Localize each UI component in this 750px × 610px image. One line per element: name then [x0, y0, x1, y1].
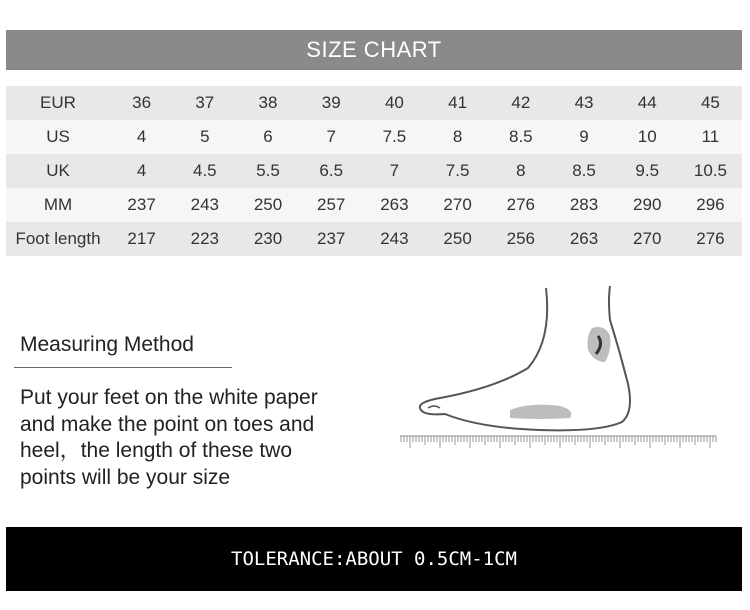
- table-cell: 7.5: [445, 161, 470, 180]
- table-cell: 9: [579, 127, 589, 146]
- table-cell: 290: [633, 195, 662, 214]
- table-cell: 230: [253, 229, 283, 248]
- table-cell: 256: [506, 229, 535, 248]
- table-cell: 276: [506, 195, 535, 214]
- row-label: MM: [43, 195, 73, 214]
- table-cell: 37: [195, 93, 215, 112]
- size-chart-title: SIZE CHART: [6, 30, 742, 70]
- table-cell: 44: [637, 93, 657, 112]
- table-cell: 250: [443, 229, 472, 248]
- row-label: EUR: [40, 93, 76, 112]
- size-table: [6, 86, 742, 256]
- table-cell: 257: [317, 195, 346, 214]
- table-cell: 7: [389, 161, 400, 180]
- table-cell: 43: [574, 93, 594, 112]
- table-cell: 6: [263, 127, 273, 146]
- table-cell: 40: [384, 93, 404, 112]
- table-cell: 5.5: [256, 161, 280, 180]
- table-cell: 270: [443, 195, 472, 214]
- table-cell: 8.5: [572, 161, 596, 180]
- table-cell: 5: [200, 127, 210, 146]
- table-cell: 4: [136, 127, 147, 146]
- table-cell: 237: [127, 195, 156, 214]
- table-cell: 10.5: [693, 161, 727, 180]
- instruction-line: heel，the length of these two: [20, 439, 293, 462]
- table-cell: 10: [637, 127, 657, 146]
- table-cell: 263: [380, 195, 409, 214]
- table-cell: 237: [317, 229, 346, 248]
- table-cell: 45: [700, 93, 720, 112]
- table-cell: 7.5: [382, 127, 407, 146]
- table-row-eur: [6, 86, 742, 120]
- row-label: UK: [46, 161, 70, 180]
- divider: [14, 367, 232, 368]
- table-cell: 4: [136, 161, 147, 180]
- table-cell: 263: [569, 229, 599, 248]
- table-cell: 42: [511, 93, 531, 112]
- table-cell: 38: [258, 93, 278, 112]
- table-cell: 243: [190, 195, 219, 214]
- table-cell: 9.5: [635, 161, 660, 180]
- row-label: Foot length: [15, 229, 101, 248]
- table-cell: 11: [701, 127, 720, 146]
- table-cell: 36: [132, 93, 152, 112]
- table-row-us: [6, 120, 742, 154]
- table-cell: 283: [569, 195, 599, 214]
- foot-measure-icon: [400, 280, 740, 470]
- table-cell: 6.5: [319, 161, 344, 180]
- instruction-line: Put your feet on the white paper: [20, 386, 318, 409]
- row-label: US: [46, 127, 70, 146]
- table-cell: 217: [127, 229, 156, 248]
- table-cell: 270: [633, 229, 662, 248]
- table-row-foot-length: [6, 222, 742, 256]
- measuring-instructions: [20, 385, 380, 491]
- table-cell: 243: [380, 229, 409, 248]
- table-cell: 276: [696, 229, 725, 248]
- instruction-line: and make the point on toes and: [20, 412, 315, 436]
- table-cell: 250: [253, 195, 283, 214]
- table-cell: 41: [448, 93, 468, 112]
- instruction-line: points will be your size: [20, 465, 231, 489]
- table-cell: 8.5: [509, 127, 533, 146]
- table-cell: 7: [326, 127, 336, 146]
- table-cell: 8: [516, 161, 526, 180]
- measuring-method-title: Measuring Method: [20, 333, 194, 356]
- table-cell: 4.5: [192, 161, 217, 180]
- table-cell: 223: [190, 229, 219, 248]
- table-cell: 39: [321, 93, 341, 112]
- table-cell: 8: [452, 127, 463, 146]
- tolerance-banner: TOLERANCE:ABOUT 0.5CM-1CM: [6, 527, 742, 591]
- table-row-mm: [6, 188, 742, 222]
- table-cell: 296: [696, 195, 725, 214]
- table-row-uk: [6, 154, 742, 188]
